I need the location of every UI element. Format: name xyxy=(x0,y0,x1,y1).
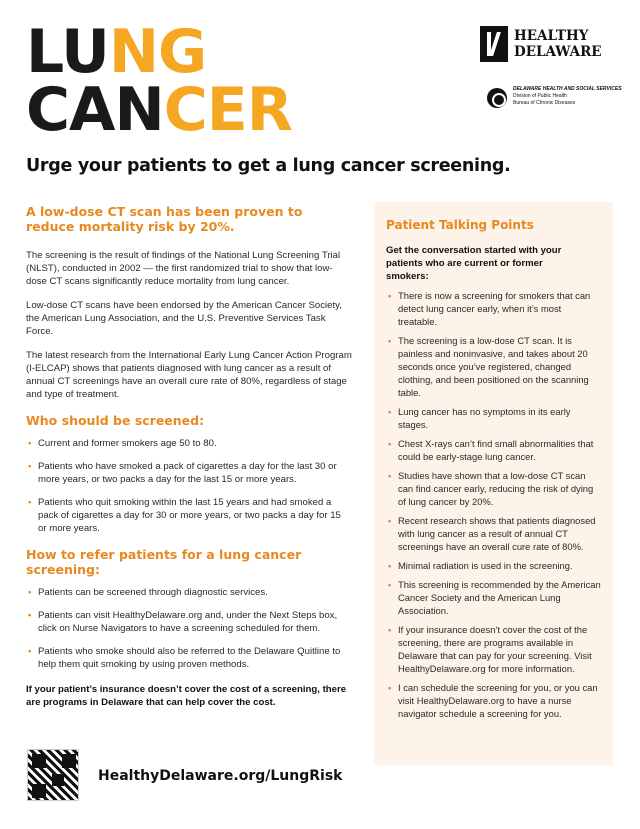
panel-intro: Get the conversation started with your patients who are current or former smokers: xyxy=(386,245,562,282)
title-line-2 xyxy=(26,75,292,145)
title-line-1 xyxy=(26,17,207,87)
list-item: • Lung cancer has no symptoms in its early stages. xyxy=(386,405,601,431)
list-item: • Current and former smokers age 50 to 80. xyxy=(26,437,352,450)
who-heading: Who should be screened: xyxy=(26,413,205,428)
paragraph-nlst: The screening is the result of findings of the National Lung Screening Trial (NLST), conducted in 2002 — the first randomized trial to show that low-dose CT scans significantly reduce mortality from lung cancer. xyxy=(26,250,341,287)
qr-code[interactable] xyxy=(27,749,79,801)
logo-icon xyxy=(480,26,508,62)
talking-points-list xyxy=(386,289,601,720)
refer-heading: How to refer patients for a lung cancer screening: xyxy=(26,547,302,577)
list-item: • Patients who have smoked a pack of cigarettes a day for the last 30 or more years, or two packs a day for the last 15 or more years. xyxy=(26,460,352,486)
title-word-accent: CER xyxy=(163,75,292,145)
intro-heading: A low-dose CT scan has been proven to reduce mortality risk by 20%. xyxy=(26,204,303,234)
list-item: • Patients who quit smoking within the last 15 years and had smoked a pack of cigarettes a day for 30 or more years, or two packs a day for 15 or more years. xyxy=(26,496,352,535)
dhss-division: Division of Public Health xyxy=(513,93,567,99)
dhss-bureau: Bureau of Chronic Diseases xyxy=(513,100,576,106)
paragraph-endorsed: Low-dose CT scans have been endorsed by the American Cancer Society, the American Lung Association, and the U.S. Preventive Services Task Force. xyxy=(26,300,342,337)
closing-note: If your patient’s insurance doesn’t cover the cost of a screening, there are programs in Delaware that can help cover the cost. xyxy=(26,684,347,708)
seal-icon xyxy=(487,88,507,108)
dhss-name: DELAWARE HEALTH AND SOCIAL SERVICES xyxy=(513,86,622,92)
who-list xyxy=(26,437,352,535)
panel-heading: Patient Talking Points xyxy=(386,218,534,232)
list-item: • I can schedule the screening for you, or you can visit HealthyDelaware.org to have a nurse navigator schedule a screening for you. xyxy=(386,681,601,720)
dhss-text xyxy=(513,86,622,107)
talking-points-panel xyxy=(374,202,613,765)
logo-line-2: DELAWARE xyxy=(514,44,602,60)
healthy-delaware-logo xyxy=(480,26,602,62)
logo-wordmark xyxy=(514,28,602,60)
list-item: • There is now a screening for smokers that can detect lung cancer early, when it’s most treatable. xyxy=(386,289,601,328)
page-subheading: Urge your patients to get a lung cancer screening. xyxy=(26,156,511,176)
title-word-dark: CAN xyxy=(26,75,164,145)
list-item: • If your insurance doesn’t cover the cost of the screening, there are programs available in Delaware that can pay for your screening. Visit HealthyDelaware.org for more information. xyxy=(386,623,601,675)
paragraph-ielcap: The latest research from the International Early Lung Cancer Action Program (I-ELCAP) shows that patients diagnosed with lung cancer as a result of annual CT screenings have an overall cure rate of 80%, regardless of stage and type of treatment. xyxy=(26,350,352,400)
list-item: • Patients can visit HealthyDelaware.org and, under the Next Steps box, click on Nurse Navigators to have a screening scheduled for them. xyxy=(26,609,352,635)
list-item: • Recent research shows that patients diagnosed with lung cancer as a result of annual CT screenings have an overall cure rate of 80%. xyxy=(386,514,601,553)
list-item: • Minimal radiation is used in the screening. xyxy=(386,559,601,572)
left-column xyxy=(26,204,352,709)
title-word-accent: NG xyxy=(108,17,207,87)
list-item: • Patients who smoke should also be referred to the Delaware Quitline to help them quit smoking by using proven methods. xyxy=(26,645,352,671)
title-word-dark: LU xyxy=(26,17,109,87)
list-item: • The screening is a low-dose CT scan. It is painless and noninvasive, and takes about 20 seconds once you’ve registered, changed clothing, and been positioned on the scanning table. xyxy=(386,334,601,399)
list-item: • Chest X-rays can’t find small abnormalities that could be early-stage lung cancer. xyxy=(386,437,601,463)
list-item: • Studies have shown that a low-dose CT scan can find cancer early, reducing the risk of dying of lung cancer by 20%. xyxy=(386,469,601,508)
list-item: • This screening is recommended by the American Cancer Society and the American Lung Association. xyxy=(386,578,601,617)
refer-list xyxy=(26,586,352,671)
logo-line-1: HEALTHY xyxy=(514,28,589,44)
list-item: • Patients can be screened through diagnostic services. xyxy=(26,586,352,599)
dhss-logo xyxy=(487,86,622,108)
footer-url-link[interactable]: HealthyDelaware.org/LungRisk xyxy=(98,768,343,784)
